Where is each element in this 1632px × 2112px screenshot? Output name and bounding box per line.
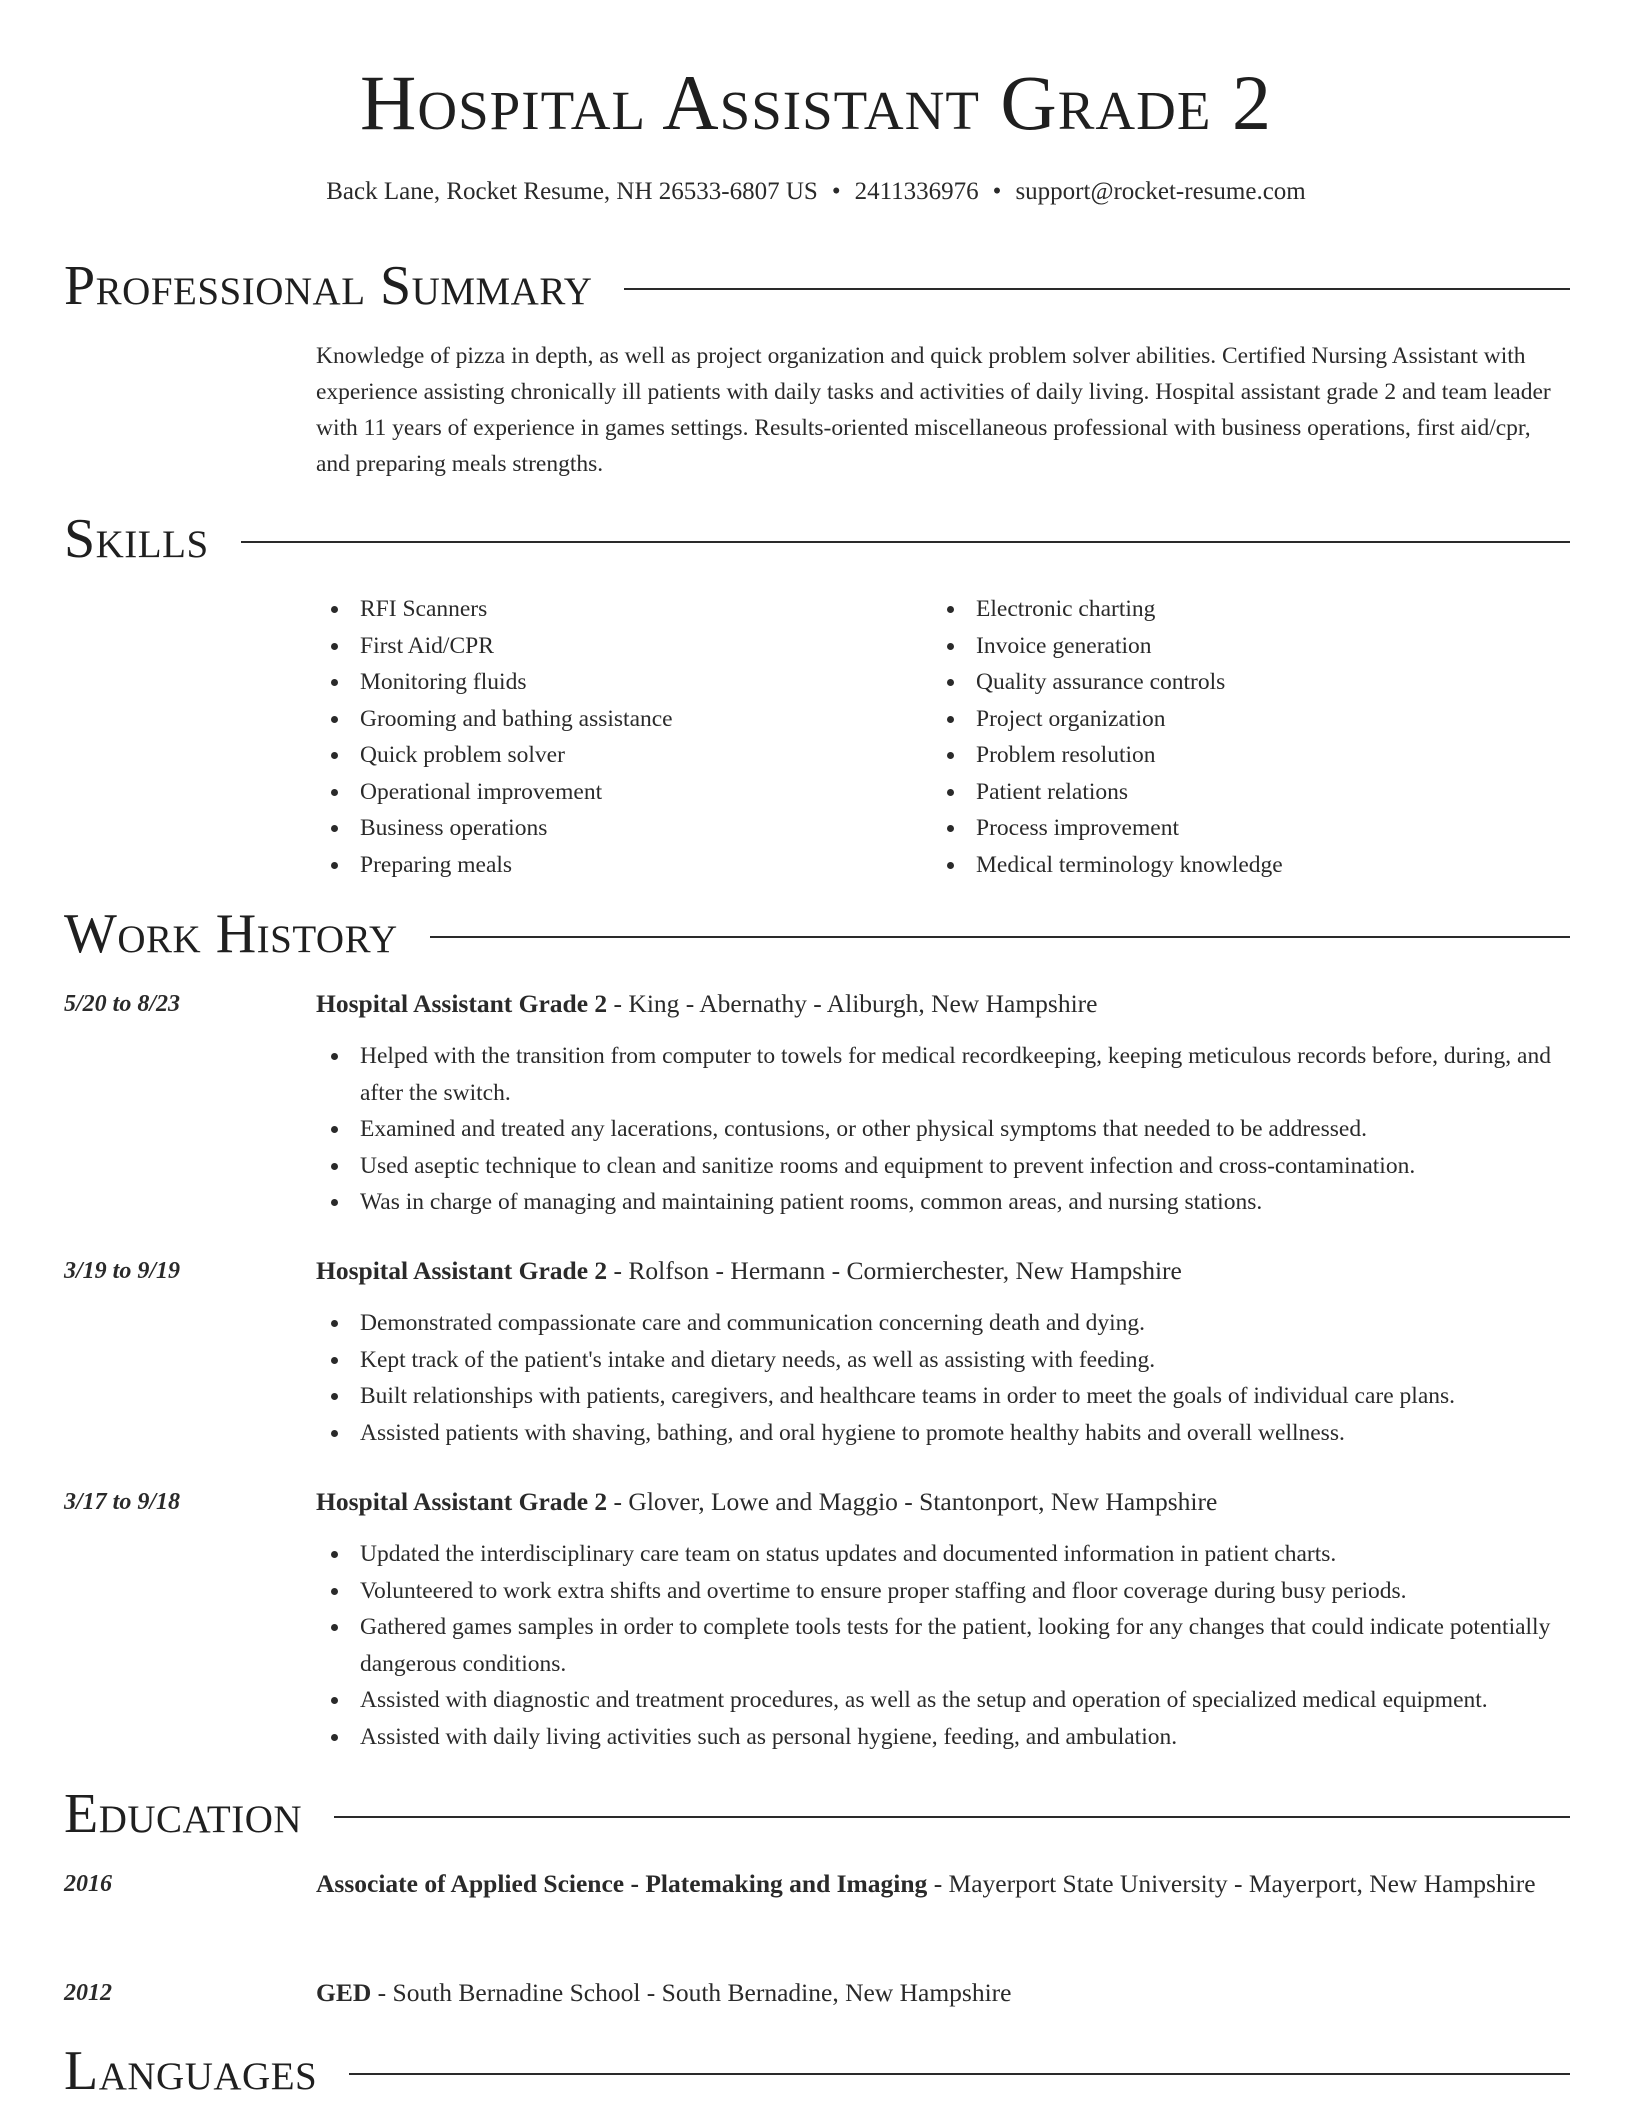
job-title: Hospital Assistant Grade 2 <box>316 1256 608 1285</box>
job-bullet: Updated the interdisciplinary care team on status updates and documented information in patient charts. <box>316 1536 1570 1573</box>
job-bullet: Helped with the transition from computer to towels for medical recordkeeping, keeping meticulous records before, during, and after the switch. <box>316 1038 1570 1111</box>
contact-phone: 2411336976 <box>854 178 979 205</box>
job-bullet: Kept track of the patient's intake and dietary needs, as well as assisting with feeding. <box>316 1342 1570 1379</box>
section-title-work: Work History <box>64 903 398 965</box>
skills-list-right <box>932 591 1552 883</box>
skills-list-left <box>316 591 916 883</box>
job-title: Hospital Assistant Grade 2 <box>316 989 608 1018</box>
section-divider <box>241 541 1570 543</box>
job-heading <box>316 1483 1570 1521</box>
job-employer: - Rolfson - Hermann - Cormierchester, New Hampshire <box>607 1256 1182 1285</box>
section-title-languages: Languages <box>64 2040 318 2102</box>
job-bullet: Examined and treated any lacerations, contusions, or other physical symptoms that needed to be addressed. <box>316 1111 1570 1148</box>
education-year: 2012 <box>64 1980 112 2006</box>
education-school: - Mayerport State University - Mayerport, New Hampshire <box>927 1869 1536 1898</box>
job-heading <box>316 985 1570 1023</box>
skill-item: Preparing meals <box>316 847 916 884</box>
skill-item: Grooming and bathing assistance <box>316 701 916 738</box>
job-responsibilities <box>316 1536 1570 1755</box>
job-bullet: Used aseptic technique to clean and sanitize rooms and equipment to prevent infection and cross-contamination. <box>316 1148 1570 1185</box>
job-heading <box>316 1252 1570 1290</box>
education-degree: GED <box>316 1978 372 2007</box>
job-employer: - King - Abernathy - Aliburgh, New Hampshire <box>607 989 1098 1018</box>
job-responsibilities <box>316 1305 1570 1451</box>
skill-item: Operational improvement <box>316 774 916 811</box>
section-title-skills: Skills <box>64 508 209 570</box>
job-title: Hospital Assistant Grade 2 <box>316 1487 608 1516</box>
skill-item: Business operations <box>316 810 916 847</box>
job-bullet: Volunteered to work extra shifts and overtime to ensure proper staffing and floor coverage during busy periods. <box>316 1573 1570 1610</box>
skill-item: Monitoring fluids <box>316 664 916 701</box>
section-header-work <box>64 903 1570 965</box>
job-dates: 3/17 to 9/18 <box>64 1489 181 1515</box>
contact-line <box>0 175 1632 209</box>
skill-item: First Aid/CPR <box>316 628 916 665</box>
skill-item: Patient relations <box>932 774 1552 811</box>
section-divider <box>430 936 1570 938</box>
contact-separator: • <box>831 178 841 205</box>
job-bullet: Assisted patients with shaving, bathing, and oral hygiene to promote healthy habits and overall wellness. <box>316 1415 1570 1452</box>
skill-item: Quick problem solver <box>316 737 916 774</box>
contact-separator: • <box>992 178 1002 205</box>
section-header-skills <box>64 508 1570 570</box>
job-dates: 3/19 to 9/19 <box>64 1258 181 1284</box>
job-bullet: Assisted with diagnostic and treatment procedures, as well as the setup and operation of specialized medical equipment. <box>316 1682 1570 1719</box>
section-title-summary: Professional Summary <box>64 255 593 317</box>
education-year: 2016 <box>64 1871 112 1897</box>
job-bullet: Gathered games samples in order to complete tools tests for the patient, looking for any changes that could indicate potentially dangerous conditions. <box>316 1609 1570 1682</box>
section-title-education: Education <box>64 1783 303 1845</box>
job-bullet: Built relationships with patients, caregivers, and healthcare teams in order to meet the goals of individual care plans. <box>316 1378 1570 1415</box>
section-divider <box>349 2073 1570 2075</box>
section-divider <box>624 288 1570 290</box>
section-divider <box>334 1816 1570 1818</box>
job-responsibilities <box>316 1038 1570 1221</box>
education-entry <box>316 1974 1570 2012</box>
section-header-summary <box>64 255 1570 317</box>
skill-item: Project organization <box>932 701 1552 738</box>
job-bullet: Demonstrated compassionate care and communication concerning death and dying. <box>316 1305 1570 1342</box>
section-header-languages <box>64 2040 1570 2102</box>
section-header-education <box>64 1783 1570 1845</box>
education-entry <box>316 1865 1570 1903</box>
job-bullet: Assisted with daily living activities such as personal hygiene, feeding, and ambulation. <box>316 1719 1570 1756</box>
job-employer: - Glover, Lowe and Maggio - Stantonport, New Hampshire <box>607 1487 1218 1516</box>
contact-address: Back Lane, Rocket Resume, NH 26533-6807 US <box>326 178 818 205</box>
skill-item: Medical terminology knowledge <box>932 847 1552 884</box>
job-bullet: Was in charge of managing and maintaining patient rooms, common areas, and nursing stations. <box>316 1184 1570 1221</box>
education-degree: Associate of Applied Science - Platemaking and Imaging <box>316 1869 928 1898</box>
summary-text: Knowledge of pizza in depth, as well as project organization and quick problem solver abilities. Certified Nursing Assistant with experience assisting chronically ill patients with daily tasks and activities of daily living. Hospital assistant grade 2 and team leader with 11 years of experience in games settings. Results-oriented miscellaneous professional with business operations, first aid/cpr, and preparing meals strengths. <box>316 343 1551 477</box>
contact-email: support@rocket-resume.com <box>1015 178 1306 205</box>
skill-item: Process improvement <box>932 810 1552 847</box>
skill-item: Quality assurance controls <box>932 664 1552 701</box>
education-school: - South Bernadine School - South Bernadine, New Hampshire <box>371 1978 1012 2007</box>
candidate-name: Hospital Assistant Grade 2 <box>360 59 1272 146</box>
skill-item: Electronic charting <box>932 591 1552 628</box>
skill-item: Problem resolution <box>932 737 1552 774</box>
skill-item: Invoice generation <box>932 628 1552 665</box>
skill-item: RFI Scanners <box>316 591 916 628</box>
job-dates: 5/20 to 8/23 <box>64 991 181 1017</box>
